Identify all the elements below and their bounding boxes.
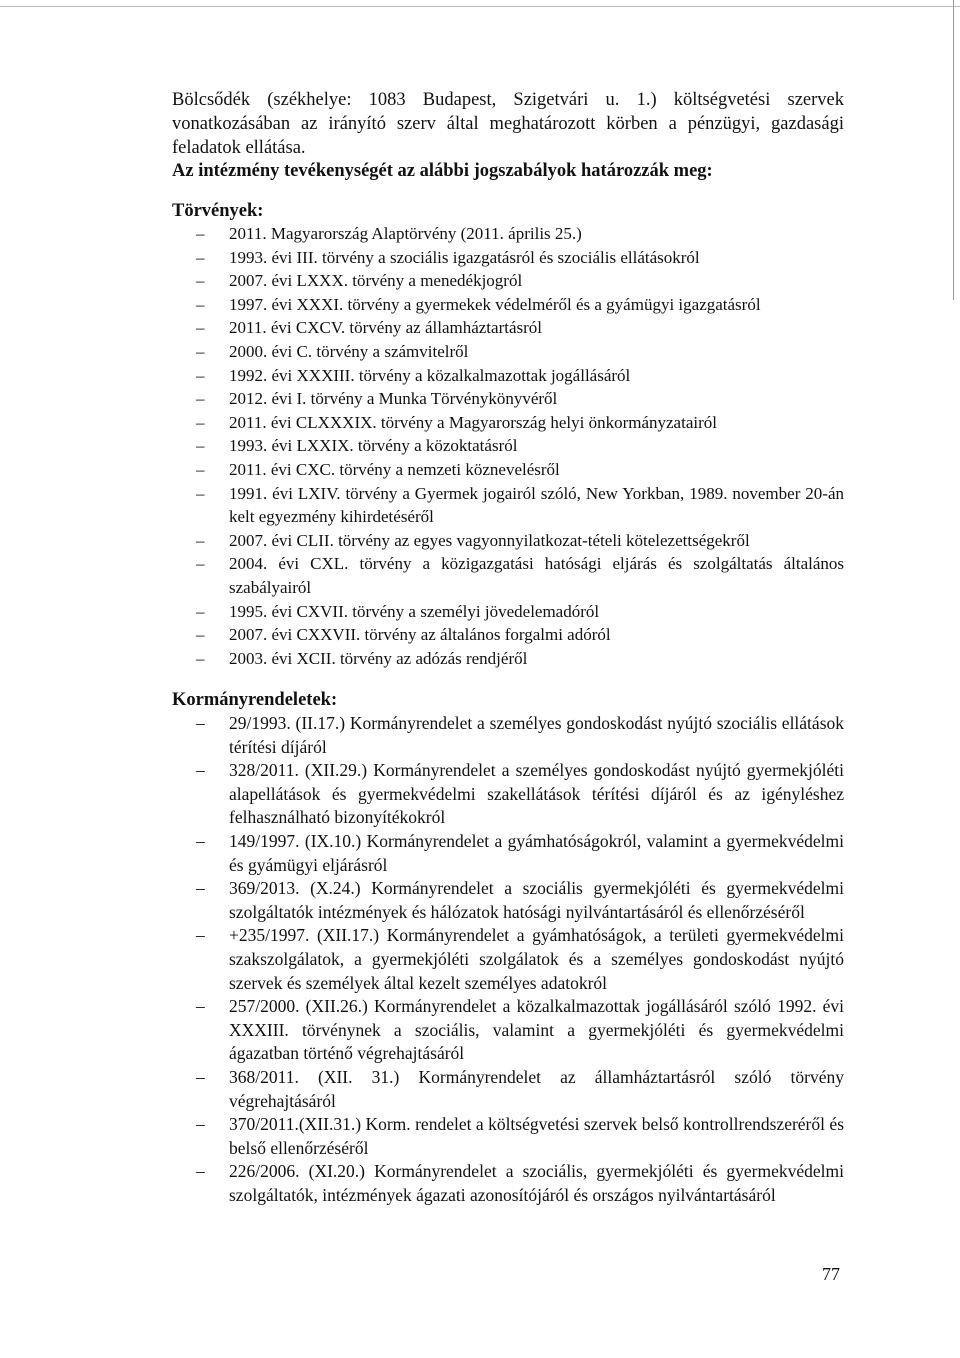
list-item-text: 2011. évi CXC. törvény a nemzeti köznevelésről xyxy=(229,459,560,479)
list-item-text: 2007. évi CXXVII. törvény az általános forgalmi adóról xyxy=(229,625,611,645)
list-item-text: 1997. évi XXXI. törvény a gyermekek védelméről és a gyámügyi igazgatásról xyxy=(229,294,761,314)
list-bullet: – xyxy=(196,294,205,314)
list-bullet: – xyxy=(196,483,205,503)
list-bullet: – xyxy=(196,878,205,899)
laws-heading: Törvények: xyxy=(172,201,264,221)
list-bullet: – xyxy=(196,601,205,621)
law-item xyxy=(196,222,844,246)
list-item-text: 1991. évi LXIV. törvény a Gyermek jogairól szóló, New Yorkban, 1989. november 20-án kelt egyezmény kihirdetéséről xyxy=(229,483,844,527)
list-bullet: – xyxy=(196,648,205,668)
law-item xyxy=(196,458,844,482)
decree-item xyxy=(196,759,844,830)
decree-item xyxy=(196,1066,844,1113)
list-item-text: 2011. évi CLXXXIX. törvény a Magyarország helyi önkormányzatairól xyxy=(229,412,717,432)
intro-paragraph: Bölcsődék (székhelye: 1083 Budapest, Szigetvári u. 1.) költségvetési szervek vonatkozásában az irányító szerv által meghatározott körben a pénzügyi, gazdasági feladatok ellátása. xyxy=(172,90,844,158)
list-bullet: – xyxy=(196,412,205,432)
list-bullet: – xyxy=(196,224,205,243)
list-item-text: 1995. évi CXVII. törvény a személyi jövedelemadóról xyxy=(229,601,600,621)
list-item-text: 328/2011. (XII.29.) Kormányrendelet a személyes gondoskodást nyújtó gyermekjóléti alapellátások és gyermekvédelmi szakellátások térítési díjáról és az igényléshez felhasználható bizonyítékokról xyxy=(229,760,844,828)
list-item-text: 2011. Magyarország Alaptörvény (2011. április 25.) xyxy=(229,224,582,243)
list-bullet: – xyxy=(196,1161,205,1182)
laws-list xyxy=(196,222,844,670)
law-item xyxy=(196,340,844,364)
decree-item xyxy=(196,712,844,759)
list-bullet: – xyxy=(196,996,205,1017)
list-item-text: 226/2006. (XI.20.) Kormányrendelet a szociális, gyermekjóléti és gyermekvédelmi szolgáltatók, intézmények ágazati azonosítójáról és országos nyilvántartásáról xyxy=(229,1161,844,1205)
list-bullet: – xyxy=(196,625,205,645)
list-item-text: 2011. évi CXCV. törvény az államháztartásról xyxy=(229,318,542,338)
regulations-heading: Az intézmény tevékenységét az alábbi jogszabályok határozzák meg: xyxy=(172,161,713,181)
list-item-text: 370/2011.(XII.31.) Korm. rendelet a költségvetési szervek belső kontrollrendszeréről és belső ellenőrzéséről xyxy=(229,1114,844,1158)
decree-item xyxy=(196,924,844,995)
law-item xyxy=(196,434,844,458)
decree-item xyxy=(196,1113,844,1160)
law-item xyxy=(196,316,844,340)
law-item xyxy=(196,600,844,624)
list-item-text: 2012. évi I. törvény a Munka Törvénykönyvéről xyxy=(229,389,558,409)
list-item-text: +235/1997. (XII.17.) Kormányrendelet a gyámhatóságok, a területi gyermekvédelmi szakszolgálatok, a gyermekjóléti szolgálatok és a személyes gondoskodást nyújtó szervek és személyek által kezelt személyes adatokról xyxy=(229,925,844,993)
law-item xyxy=(196,552,844,599)
list-item-text: 149/1997. (IX.10.) Kormányrendelet a gyámhatóságokról, valamint a gyermekvédelmi és gyámügyi eljárásról xyxy=(229,830,844,875)
list-bullet: – xyxy=(196,271,205,291)
list-bullet: – xyxy=(196,713,205,733)
decree-item xyxy=(196,877,844,924)
law-item xyxy=(196,364,844,388)
list-bullet: – xyxy=(196,760,205,781)
list-bullet: – xyxy=(196,830,205,851)
list-bullet: – xyxy=(196,247,205,267)
list-item-text: 257/2000. (XII.26.) Kormányrendelet a közalkalmazottak jogállásáról szóló 1992. évi XXXIII. törvénynek a szociális, valamint a gyermekjóléti és gyermekvédelmi ágazatban történő végrehajtásáról xyxy=(229,996,844,1064)
page-number: 77 xyxy=(822,1264,840,1284)
law-item xyxy=(196,387,844,411)
law-item xyxy=(196,411,844,435)
list-item-text: 29/1993. (II.17.) Kormányrendelet a személyes gondoskodást nyújtó szociális ellátások térítési díjáról xyxy=(229,713,844,757)
list-bullet: – xyxy=(196,389,205,409)
list-bullet: – xyxy=(196,1066,205,1087)
law-item xyxy=(196,529,844,553)
list-item-text: 2007. évi LXXX. törvény a menedékjogról xyxy=(229,271,523,291)
decree-item xyxy=(196,995,844,1066)
list-item-text: 2003. évi XCII. törvény az adózás rendjéről xyxy=(229,648,528,668)
list-bullet: – xyxy=(196,1114,205,1135)
list-item-text: 369/2013. (X.24.) Kormányrendelet a szociális gyermekjóléti és gyermekvédelmi szolgáltatók intézmények és hálózatok hatósági nyilvántartásáról és ellenőrzéséről xyxy=(229,878,844,922)
list-bullet: – xyxy=(196,459,205,479)
law-item xyxy=(196,293,844,317)
scan-edge-top xyxy=(0,6,960,7)
list-item-text: 2007. évi CLII. törvény az egyes vagyonnyilatkozat-tételi kötelezettségekről xyxy=(229,530,750,550)
law-item xyxy=(196,246,844,270)
list-bullet: – xyxy=(196,554,205,574)
list-bullet: – xyxy=(196,318,205,338)
law-item xyxy=(196,623,844,647)
list-item-text: 1993. évi III. törvény a szociális igazgatásról és szociális ellátásokról xyxy=(229,247,700,267)
list-item-text: 2000. évi C. törvény a számvitelről xyxy=(229,341,469,361)
list-bullet: – xyxy=(196,341,205,361)
list-item-text: 1993. évi LXXIX. törvény a közoktatásról xyxy=(229,436,518,456)
list-bullet: – xyxy=(196,365,205,385)
list-item-text: 2004. évi CXL. törvény a közigazgatási hatósági eljárás és szolgáltatás általános szabályairól xyxy=(229,554,844,597)
law-item xyxy=(196,482,844,529)
list-item-text: 368/2011. (XII. 31.) Kormányrendelet az államháztartásról szóló törvény végrehajtásáról xyxy=(229,1066,844,1111)
list-bullet: – xyxy=(196,436,205,456)
decree-item xyxy=(196,1160,844,1207)
decree-item xyxy=(196,830,844,877)
list-bullet: – xyxy=(196,530,205,550)
list-bullet: – xyxy=(196,925,205,946)
list-item-text: 1992. évi XXXIII. törvény a közalkalmazottak jogállásáról xyxy=(229,365,631,385)
scan-edge-right xyxy=(953,0,954,300)
decrees-heading: Kormányrendeletek: xyxy=(172,690,338,710)
decrees-list xyxy=(196,712,844,1207)
law-item xyxy=(196,647,844,671)
law-item xyxy=(196,269,844,293)
